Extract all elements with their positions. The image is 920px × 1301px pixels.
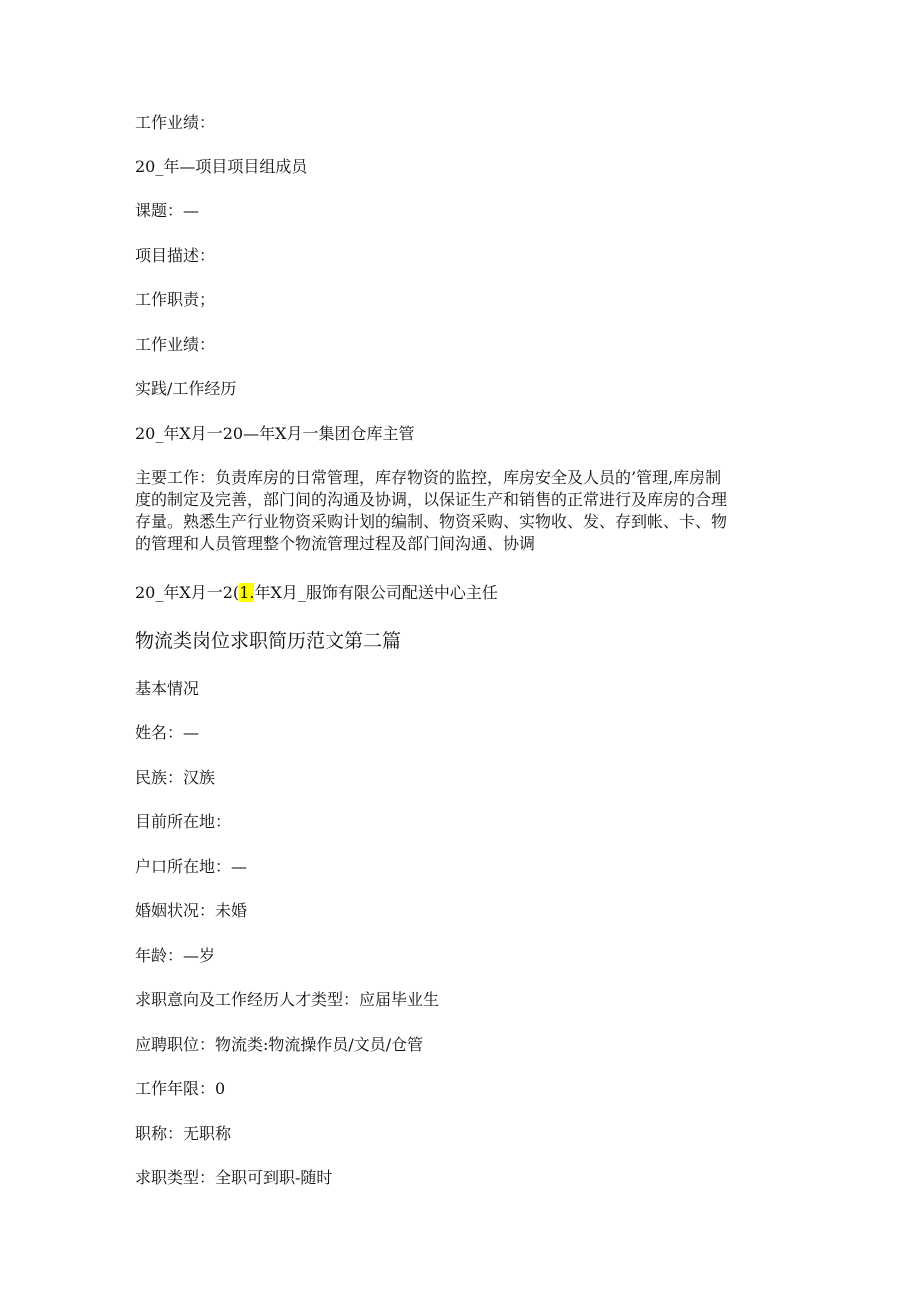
job2-suffix: 年X月_服饰有限公司配送中心主任 bbox=[254, 583, 498, 602]
marital-field: 婚姻状况：未婚 bbox=[135, 901, 248, 920]
main-work-line: 存量。熟悉生产行业物资采购计划的编制、物资采购、实物收、发、存到帐、卡、物 bbox=[135, 512, 728, 531]
section2-title: 物流类岗位求职简历范文第二篇 bbox=[135, 630, 402, 652]
intent-field: 求职意向及工作经历人才类型：应届毕业生 bbox=[135, 990, 440, 1009]
job-type-field: 求职类型：全职可到职-随时 bbox=[135, 1168, 333, 1187]
job2-line bbox=[135, 582, 498, 604]
title-rank-field: 职称：无职称 bbox=[135, 1124, 232, 1143]
project-line: 20_年—项目项目组成员 bbox=[135, 157, 308, 176]
main-work-line: 的管理和人员管理整个物流管理过程及部门间沟通、协调 bbox=[135, 534, 536, 553]
current-location-field: 目前所在地： bbox=[135, 812, 232, 831]
job2-prefix: 20_年X月一2( bbox=[135, 583, 240, 602]
main-work-line: 度的制定及完善，部门间的沟通及协调，以保证生产和销售的正常进行及库房的合理 bbox=[135, 490, 728, 509]
ethnicity-field: 民族：汉族 bbox=[135, 768, 216, 787]
main-work-paragraph bbox=[135, 467, 775, 555]
basic-info-heading: 基本情况 bbox=[135, 679, 200, 698]
main-work-line: 主要工作：负责库房的日常管理，库存物资的监控，库房安全及人员的’管理,库房制 bbox=[135, 468, 722, 487]
hukou-field: 户口所在地：— bbox=[135, 857, 248, 876]
achievement-label-1: 工作业绩： bbox=[135, 113, 216, 132]
job2-highlight: 1. bbox=[239, 583, 255, 602]
topic-line: 课题：— bbox=[135, 201, 200, 220]
years-field: 工作年限：0 bbox=[135, 1079, 226, 1098]
name-field: 姓名：— bbox=[135, 723, 200, 742]
job1-line: 20_年X月一20—年X月一集团仓库主管 bbox=[135, 424, 415, 443]
duties-label: 工作职责； bbox=[135, 290, 216, 309]
age-field: 年龄：—岁 bbox=[135, 946, 216, 965]
project-description-label: 项目描述： bbox=[135, 246, 216, 265]
position-field: 应聘职位：物流类:物流操作员/文员/仓管 bbox=[135, 1035, 424, 1054]
achievement-label-2: 工作业绩： bbox=[135, 335, 216, 354]
practice-heading: 实践/工作经历 bbox=[135, 379, 237, 398]
